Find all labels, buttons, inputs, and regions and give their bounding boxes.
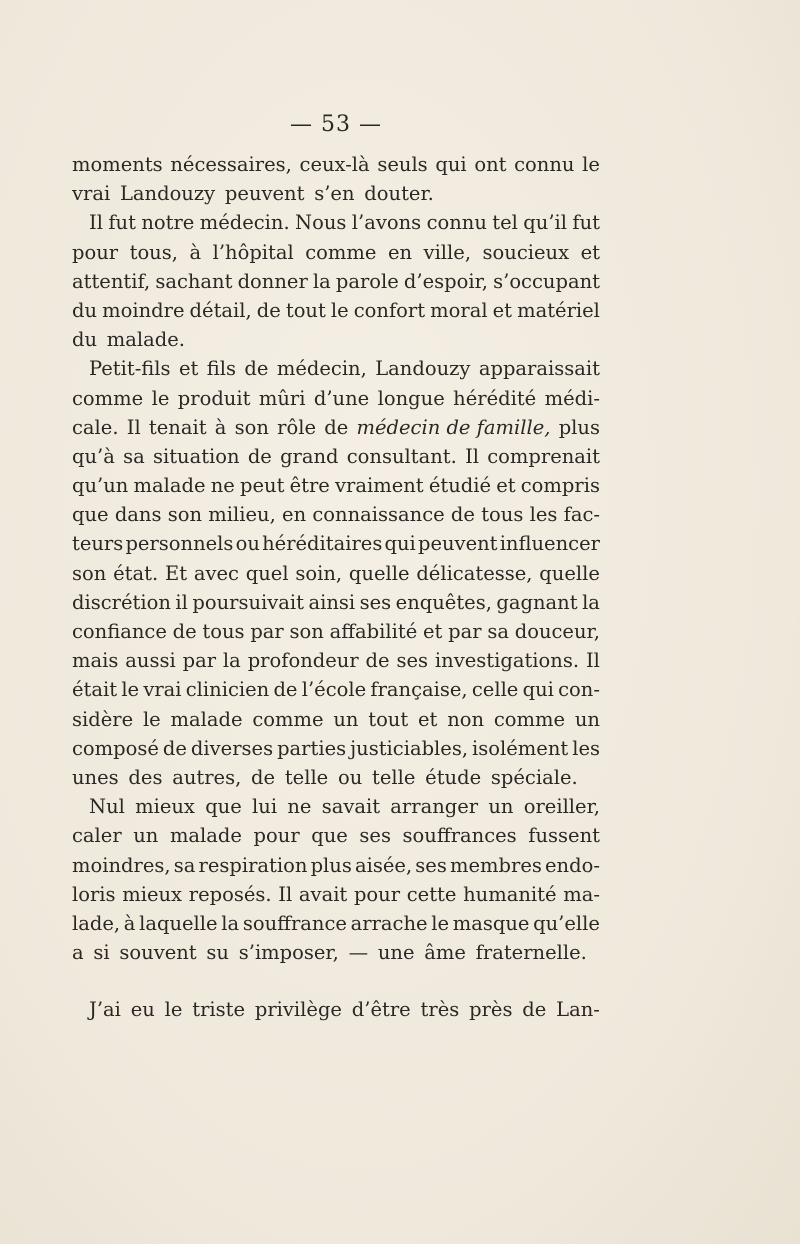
word: lui xyxy=(252,795,278,819)
word: s’imposer, xyxy=(238,941,339,965)
word: Il xyxy=(278,882,293,906)
word: consultant. xyxy=(346,444,457,468)
word: qu’à xyxy=(72,444,115,468)
word: du xyxy=(72,328,98,352)
word: tenait xyxy=(148,415,207,439)
word: héréditaires xyxy=(262,532,383,556)
word: spéciale. xyxy=(490,765,578,789)
word: le xyxy=(164,998,183,1022)
word: le xyxy=(330,298,349,322)
word: a xyxy=(72,941,84,965)
word: ses xyxy=(359,824,391,848)
word: comme xyxy=(252,707,324,731)
word: son xyxy=(167,503,203,527)
word: moindres, xyxy=(72,853,171,877)
word: poursuivait xyxy=(192,590,304,614)
word: le xyxy=(121,678,140,702)
text-line xyxy=(72,208,600,237)
text-line xyxy=(72,559,600,588)
word: sidère xyxy=(72,707,134,731)
text-line xyxy=(72,179,600,208)
word: de xyxy=(251,765,276,789)
word: d’une xyxy=(313,386,370,410)
word: que xyxy=(311,824,348,848)
word: que xyxy=(205,795,242,819)
word: de xyxy=(244,357,269,381)
word: médecin, xyxy=(276,357,367,381)
word: connu xyxy=(514,153,575,176)
word: ou xyxy=(337,765,363,789)
text-line xyxy=(72,442,600,471)
word: oreiller, xyxy=(523,795,600,819)
text-line xyxy=(72,150,600,179)
word: l’école xyxy=(301,678,367,702)
text-line xyxy=(72,354,600,383)
word: Nul xyxy=(89,795,125,819)
word: arranger xyxy=(390,795,479,819)
word: longue xyxy=(377,386,445,410)
word: comme xyxy=(305,240,377,264)
text-line xyxy=(72,267,600,296)
word: laquelle xyxy=(139,911,218,935)
word: notre xyxy=(141,211,195,235)
word: à xyxy=(189,240,202,264)
word: Nous xyxy=(295,211,347,235)
word: affabilité xyxy=(329,620,418,643)
word: avec xyxy=(193,561,239,585)
word: ont xyxy=(474,153,507,176)
word: la xyxy=(222,649,241,673)
text-line xyxy=(72,763,600,792)
word: de xyxy=(256,298,281,322)
word: mais xyxy=(72,649,119,673)
word: personnels xyxy=(125,532,234,556)
word: isolément xyxy=(472,736,569,760)
word: caler xyxy=(72,824,122,848)
word: sa xyxy=(123,444,145,468)
word: comme xyxy=(72,386,144,410)
word: ou xyxy=(235,532,260,556)
word: composé xyxy=(72,736,159,760)
word: sa xyxy=(173,853,196,877)
word: compris xyxy=(520,474,600,498)
word: Et xyxy=(164,561,188,585)
word: confort xyxy=(353,298,426,322)
word: pour xyxy=(72,240,119,264)
word: malade xyxy=(170,707,243,731)
word: plus xyxy=(558,415,600,439)
word: ma- xyxy=(563,882,600,906)
word: et xyxy=(418,707,438,731)
word: et xyxy=(178,357,199,381)
word: ne xyxy=(210,474,235,498)
word: le xyxy=(151,386,170,410)
word: aussi xyxy=(125,649,176,673)
word: état. xyxy=(113,561,159,585)
text-line xyxy=(72,500,600,529)
word: tous xyxy=(202,620,245,643)
word: hérédité xyxy=(453,386,537,410)
word: vrai xyxy=(143,678,182,702)
word: qu’un xyxy=(72,474,129,498)
word: fut xyxy=(572,211,600,235)
word: comprenait xyxy=(487,444,600,468)
word: pour xyxy=(353,882,401,906)
word: peut xyxy=(240,474,285,498)
word: ville, xyxy=(423,240,472,264)
word: médecin. xyxy=(199,211,290,235)
text-line xyxy=(72,238,600,267)
word: enquêtes, xyxy=(395,590,492,614)
word: française, xyxy=(370,678,468,702)
word: Petit-fils xyxy=(89,357,171,381)
text-line xyxy=(72,909,600,938)
word: clinicien xyxy=(185,678,270,702)
word: — xyxy=(348,941,369,965)
word: de xyxy=(172,620,197,643)
word: teurs xyxy=(72,532,124,556)
word: diverses xyxy=(190,736,274,760)
text-line xyxy=(72,995,600,1024)
word: autres, xyxy=(172,765,242,789)
text-line xyxy=(72,617,600,646)
word: aisée, xyxy=(355,853,413,877)
word: discrétion xyxy=(72,590,171,614)
word: malade. xyxy=(106,328,185,352)
word: de xyxy=(162,736,187,760)
text-line xyxy=(72,734,600,763)
text-line xyxy=(72,821,600,850)
word: était xyxy=(72,678,118,702)
word: apparaissait xyxy=(478,357,600,381)
word: tous xyxy=(481,503,524,527)
word: le xyxy=(142,707,161,731)
word: attentif, xyxy=(72,269,151,293)
word: d’espoir, xyxy=(403,269,488,293)
word: la xyxy=(312,269,331,293)
word: un xyxy=(574,707,600,731)
word: membres xyxy=(450,853,542,877)
text-line xyxy=(72,384,600,413)
word: arrache xyxy=(350,911,428,935)
word: quel xyxy=(245,561,289,585)
word: produit xyxy=(177,386,251,410)
word: de xyxy=(365,649,390,673)
word: qui xyxy=(522,678,554,702)
text-line xyxy=(72,705,600,734)
word: si xyxy=(93,941,110,965)
word: moments xyxy=(72,153,163,176)
word: vraiment xyxy=(335,474,424,498)
word: fut xyxy=(108,211,136,235)
word: de xyxy=(273,678,298,702)
word: s’occupant xyxy=(493,269,600,293)
word: soin, xyxy=(295,561,343,585)
word: con- xyxy=(558,678,600,702)
word: à xyxy=(123,911,136,935)
text-line xyxy=(72,325,600,354)
word: par xyxy=(182,649,217,673)
page-number: — 53 — xyxy=(290,112,382,137)
word: parties xyxy=(277,736,347,760)
word: malade xyxy=(133,474,206,498)
word: mieux xyxy=(135,795,195,819)
word: l’hôpital xyxy=(212,240,294,264)
text-line xyxy=(72,529,600,558)
word: loris xyxy=(72,882,116,906)
word: celle xyxy=(471,678,519,702)
word: sachant xyxy=(155,269,233,293)
word: Landouzy xyxy=(375,357,471,381)
word: les xyxy=(572,736,600,760)
word: âme xyxy=(424,941,466,965)
word: moral xyxy=(430,298,488,322)
word: étudié xyxy=(428,474,492,498)
word: des xyxy=(128,765,163,789)
word: douter. xyxy=(364,182,434,206)
word: peuvent xyxy=(417,532,498,556)
word: unes xyxy=(72,765,119,789)
word: triste xyxy=(192,998,246,1022)
word: souffrances xyxy=(402,824,517,848)
word: comme xyxy=(493,707,566,731)
word: le xyxy=(582,153,600,176)
word: peuvent xyxy=(224,182,305,206)
word: très xyxy=(420,998,460,1022)
word: à xyxy=(214,415,227,439)
word: et xyxy=(580,240,600,264)
word: ses xyxy=(396,649,429,673)
word: dans xyxy=(114,503,162,527)
text-line xyxy=(72,880,600,909)
word: souvent xyxy=(119,941,197,965)
word: sa xyxy=(487,620,509,643)
word: la xyxy=(582,590,600,614)
word: tout xyxy=(368,707,409,731)
word: en xyxy=(387,240,413,264)
word: médecin de famille, xyxy=(356,415,551,439)
word: Il xyxy=(585,649,600,673)
word: du xyxy=(72,298,98,322)
word: douceur, xyxy=(514,620,600,643)
text-line xyxy=(72,851,600,880)
word: reposés. xyxy=(188,882,272,906)
text-line xyxy=(72,296,600,325)
word: par xyxy=(448,620,482,643)
word: Landouzy xyxy=(119,182,216,206)
word: et xyxy=(423,620,443,643)
word: ceux-là xyxy=(299,153,370,176)
word: qu’il xyxy=(523,211,567,235)
word: fraternelle. xyxy=(475,941,587,965)
word: son xyxy=(234,415,269,439)
word: par xyxy=(250,620,284,643)
word: délicatesse, xyxy=(416,561,533,585)
word: de xyxy=(247,444,272,468)
word: privilège xyxy=(254,998,342,1022)
word: il xyxy=(175,590,188,614)
word: influencer xyxy=(499,532,600,556)
word: détail, xyxy=(189,298,252,322)
word: malade xyxy=(169,824,242,848)
word: la xyxy=(221,911,240,935)
body-text xyxy=(72,150,600,1024)
word: seuls xyxy=(377,153,428,176)
word: telle xyxy=(372,765,416,789)
word: parole xyxy=(335,269,399,293)
word: que xyxy=(72,503,109,527)
word: respiration xyxy=(198,853,308,877)
word: investigations. xyxy=(434,649,580,673)
word: souffrance xyxy=(242,911,347,935)
word: fils xyxy=(206,357,236,381)
word: les xyxy=(529,503,558,527)
word: cette xyxy=(406,882,457,906)
text-line xyxy=(72,792,600,821)
word: ses xyxy=(359,590,392,614)
word: moindre xyxy=(102,298,185,322)
word: ne xyxy=(287,795,312,819)
word: vrai xyxy=(72,182,111,206)
word: Il xyxy=(89,211,103,235)
word: gagnant xyxy=(496,590,578,614)
word: étude xyxy=(425,765,482,789)
word: humanité xyxy=(463,882,557,906)
word: eu xyxy=(130,998,155,1022)
word: de xyxy=(324,415,349,439)
word: de xyxy=(450,503,475,527)
word: J’ai xyxy=(89,998,121,1022)
word: médi- xyxy=(544,386,600,410)
word: confiance xyxy=(72,620,167,643)
word: cale. xyxy=(72,415,119,439)
word: mûri xyxy=(258,386,306,410)
word: tout xyxy=(285,298,326,322)
word: telle xyxy=(284,765,329,789)
word: son xyxy=(289,620,324,643)
word: fussent xyxy=(528,824,600,848)
word: avait xyxy=(298,882,348,906)
word: connu xyxy=(426,211,487,235)
word: endo- xyxy=(545,853,600,877)
word: nécessaires, xyxy=(170,153,292,176)
word: qu’elle xyxy=(533,911,600,935)
word: masque xyxy=(452,911,530,935)
word: donner xyxy=(237,269,308,293)
word: non xyxy=(447,707,485,731)
word: quelle xyxy=(539,561,600,585)
word: connaissance xyxy=(312,503,445,527)
word: qui xyxy=(384,532,416,556)
word: et xyxy=(492,298,513,322)
text-line xyxy=(72,471,600,500)
word: Il xyxy=(465,444,480,468)
word: ainsi xyxy=(308,590,356,614)
word: près xyxy=(469,998,513,1022)
word: l’avons xyxy=(351,211,422,235)
word: ses xyxy=(415,853,447,877)
word: su xyxy=(206,941,229,965)
word: profondeur xyxy=(247,649,359,673)
word: soucieux xyxy=(482,240,570,264)
word: justiciables, xyxy=(350,736,469,760)
word: pour xyxy=(253,824,300,848)
word: quelle xyxy=(348,561,410,585)
word: une xyxy=(377,941,415,965)
word: situation xyxy=(152,444,240,468)
word: savait xyxy=(321,795,381,819)
word: être xyxy=(289,474,330,498)
word: un xyxy=(488,795,514,819)
word: et xyxy=(496,474,516,498)
word: son xyxy=(72,561,107,585)
word: Lan- xyxy=(556,998,600,1022)
word: matériel xyxy=(517,298,600,322)
word: mieux xyxy=(122,882,183,906)
word: qui xyxy=(435,153,467,176)
text-line xyxy=(72,413,600,442)
word: en xyxy=(282,503,307,527)
word: de xyxy=(522,998,547,1022)
word: le xyxy=(431,911,450,935)
word: tel xyxy=(492,211,518,235)
word: s’en xyxy=(314,182,355,206)
word: Il xyxy=(126,415,141,439)
word: fac- xyxy=(563,503,600,527)
text-line xyxy=(72,938,600,967)
text-line xyxy=(72,646,600,675)
text-line xyxy=(72,675,600,704)
word: un xyxy=(333,707,359,731)
word: grand xyxy=(280,444,339,468)
word: un xyxy=(133,824,159,848)
word: rôle xyxy=(277,415,317,439)
word: plus xyxy=(310,853,352,877)
word: milieu, xyxy=(208,503,276,527)
word: tous, xyxy=(129,240,178,264)
word: lade, xyxy=(72,911,121,935)
text-line xyxy=(72,588,600,617)
word: d’être xyxy=(351,998,411,1022)
